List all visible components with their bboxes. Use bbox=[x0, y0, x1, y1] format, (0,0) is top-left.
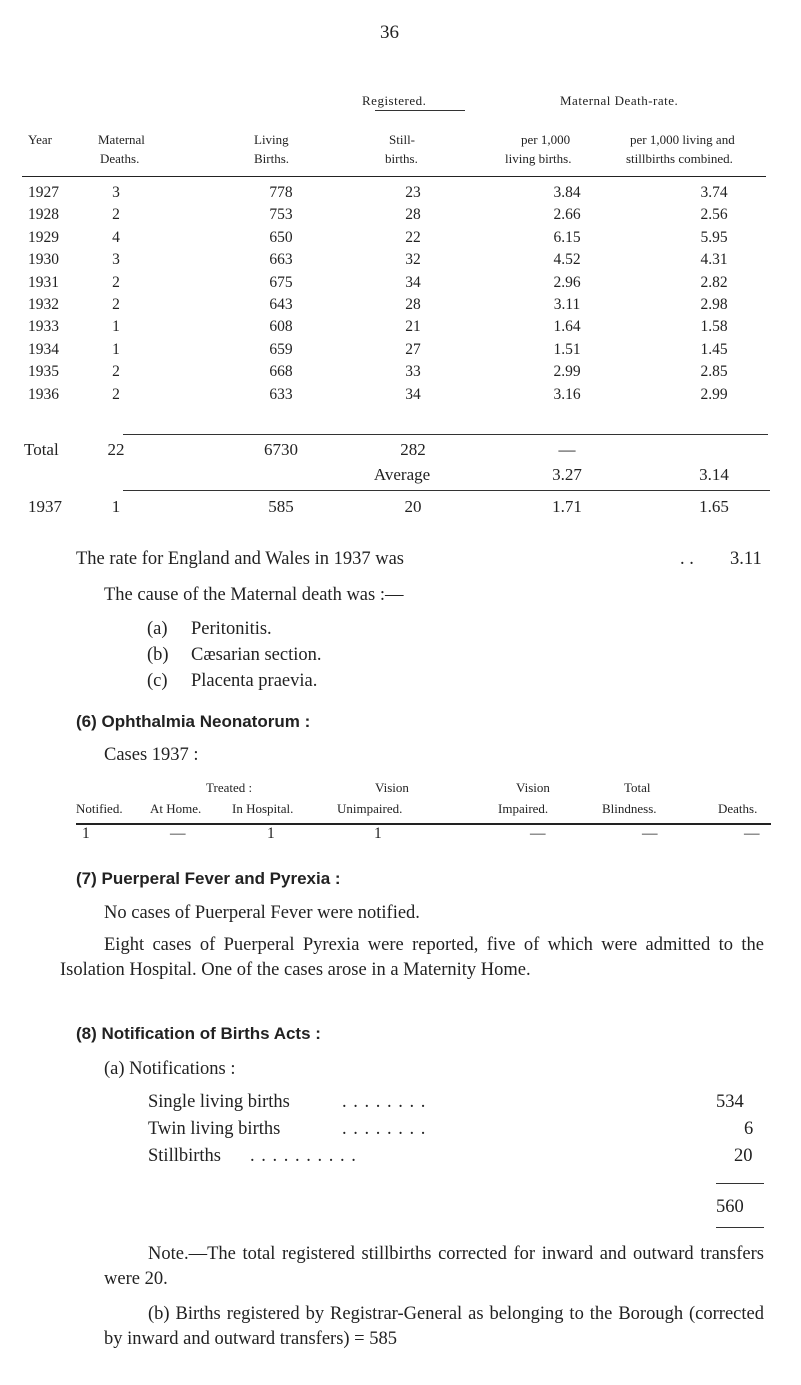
table-cell: 2.85 bbox=[700, 363, 728, 381]
col-header-per1000-combined-2: stillbirths combined. bbox=[626, 151, 733, 166]
table-cell: 675 bbox=[269, 273, 293, 291]
table-cell: 1927 bbox=[28, 184, 59, 201]
section8-heading: (8) Notification of Births Acts : bbox=[76, 1024, 321, 1043]
group-header-death-rate: Maternal Death-rate. bbox=[560, 93, 679, 108]
table-cell: 28 bbox=[405, 206, 421, 224]
table-cell: 659 bbox=[269, 340, 293, 358]
total-births: 6730 bbox=[264, 440, 298, 459]
s6-header-deaths: Deaths. bbox=[718, 801, 758, 816]
section7-paragraph: Eight cases of Puerperal Pyrexia were reported, five of which were admitted to the Isolation Hospital. One of the cases arose in a Maternity Home. bbox=[60, 935, 764, 980]
s6-header-vision-2: Vision bbox=[516, 780, 550, 795]
births-label-single: Single living births bbox=[148, 1092, 290, 1112]
s6-header-in-hospital: In Hospital. bbox=[232, 801, 294, 816]
table-cell: 1932 bbox=[28, 296, 59, 313]
row-1937-cell: 1 bbox=[111, 497, 121, 516]
s6-value-deaths: — bbox=[744, 825, 760, 842]
col-header-stillbirths-2: births. bbox=[385, 151, 418, 166]
cause-text-b: Cæsarian section. bbox=[191, 645, 322, 665]
total-rate: — bbox=[558, 440, 576, 459]
col-header-per1000-combined-1: per 1,000 living and bbox=[630, 132, 735, 147]
s6-value-at-home: — bbox=[170, 825, 186, 842]
table-cell: 650 bbox=[269, 228, 293, 246]
table-cell: 3.16 bbox=[553, 385, 581, 403]
table-cell: 4.31 bbox=[700, 251, 728, 269]
table-cell: 2 bbox=[112, 206, 120, 224]
group-header-registered: Registered. bbox=[362, 93, 427, 108]
table-cell: 2.96 bbox=[553, 273, 581, 291]
total-deaths: 22 bbox=[107, 440, 125, 459]
table-cell: 2.66 bbox=[553, 206, 581, 224]
average-rate-combined: 3.14 bbox=[699, 465, 729, 484]
table-cell: 4.52 bbox=[553, 251, 581, 269]
births-label-twin: Twin living births bbox=[148, 1119, 281, 1139]
cause-text-a: Peritonitis. bbox=[191, 619, 272, 639]
col-header-year: Year bbox=[28, 132, 52, 147]
table-cell: 1.58 bbox=[700, 318, 728, 336]
s6-value-blindness: — bbox=[642, 825, 658, 842]
s6-header-vision-1: Vision bbox=[375, 780, 409, 795]
table-cell: 1933 bbox=[28, 318, 59, 336]
table-cell: 1.51 bbox=[553, 340, 581, 358]
table-cell: 23 bbox=[405, 184, 421, 201]
s6-value-notified: 1 bbox=[82, 825, 90, 842]
table-cell: 32 bbox=[405, 251, 421, 269]
table-cell: 2.98 bbox=[700, 296, 728, 313]
table-cell: 34 bbox=[405, 385, 421, 403]
table-cell: 21 bbox=[405, 318, 421, 336]
table-cell: 2 bbox=[112, 273, 120, 291]
table-cell: 633 bbox=[269, 385, 293, 403]
s6-header-blindness: Blindness. bbox=[602, 801, 657, 816]
s6-header-total: Total bbox=[624, 780, 651, 795]
cause-marker-a: (a) bbox=[147, 619, 168, 639]
table-cell: 3.74 bbox=[700, 184, 728, 201]
s6-value-unimpaired: 1 bbox=[374, 825, 382, 842]
table-cell: 3 bbox=[112, 184, 120, 201]
table-cell: 27 bbox=[405, 340, 421, 358]
row-1937-cell: 1937 bbox=[28, 497, 62, 516]
paragraph-b: (b) Births registered by Registrar-General as belonging to the Borough (corrected by inward and outward transfers) = 585 bbox=[104, 1304, 764, 1349]
col-header-maternal-deaths-2: Deaths. bbox=[100, 151, 140, 166]
row-1937-cell: 1.71 bbox=[552, 497, 582, 516]
col-header-maternal-deaths-1: Maternal bbox=[98, 132, 145, 147]
table-cell: 22 bbox=[405, 228, 421, 246]
section7-line1: No cases of Puerperal Fever were notified. bbox=[104, 903, 420, 923]
births-dots-twin: . . . . . . . . bbox=[342, 1119, 427, 1139]
section6-subheading: Cases 1937 : bbox=[104, 745, 199, 765]
table-cell: 2 bbox=[112, 363, 120, 381]
row-1937-cell: 585 bbox=[268, 497, 294, 516]
table-cell: 34 bbox=[405, 273, 421, 291]
table-cell: 2.82 bbox=[700, 273, 728, 291]
note-paragraph: Note.—The total registered stillbirths corrected for inward and outward transfers were 20. bbox=[104, 1244, 764, 1289]
page-number: 36 bbox=[380, 22, 399, 43]
table-cell: 6.15 bbox=[553, 228, 581, 246]
births-dots-single: . . . . . . . . bbox=[342, 1092, 427, 1112]
col-header-per1000-living-1: per 1,000 bbox=[521, 132, 571, 147]
table-cell: 2 bbox=[112, 385, 120, 403]
table-cell: 608 bbox=[269, 318, 293, 336]
table-cell: 668 bbox=[269, 363, 293, 381]
row-1937-cell: 20 bbox=[404, 497, 422, 516]
births-label-stillbirths: Stillbirths bbox=[148, 1146, 221, 1166]
table-cell: 663 bbox=[269, 251, 293, 269]
cause-intro: The cause of the Maternal death was :— bbox=[104, 585, 404, 605]
col-header-per1000-living-2: living births. bbox=[505, 151, 572, 166]
table-cell: 1934 bbox=[28, 340, 59, 358]
total-label: Total bbox=[24, 440, 59, 459]
total-stillbirths: 282 bbox=[400, 440, 426, 459]
table-cell: 4 bbox=[112, 228, 120, 246]
col-header-living-births-1: Living bbox=[254, 132, 289, 147]
col-header-living-births-2: Births. bbox=[254, 151, 290, 166]
section8-sub-a: (a) Notifications : bbox=[104, 1059, 236, 1079]
table-cell: 1.45 bbox=[700, 340, 728, 358]
table-cell: 1 bbox=[112, 340, 120, 358]
col-header-stillbirths-1: Still- bbox=[389, 132, 416, 147]
table-cell: 1930 bbox=[28, 251, 59, 269]
section7-heading: (7) Puerperal Fever and Pyrexia : bbox=[76, 869, 341, 888]
table-cell: 1928 bbox=[28, 206, 59, 224]
table-cell: 1.64 bbox=[553, 318, 581, 336]
england-rate-value: 3.11 bbox=[730, 549, 762, 569]
s6-value-in-hospital: 1 bbox=[267, 825, 275, 842]
table-cell: 3.84 bbox=[553, 184, 581, 201]
births-value-twin: 6 bbox=[744, 1119, 754, 1139]
s6-header-at-home: At Home. bbox=[150, 801, 202, 816]
table-cell: 778 bbox=[269, 184, 293, 201]
table-cell: 1935 bbox=[28, 363, 59, 381]
table-cell: 2.56 bbox=[700, 206, 728, 224]
table-cell: 33 bbox=[405, 363, 421, 381]
s6-header-unimpaired: Unimpaired. bbox=[337, 801, 403, 816]
births-dots-stillbirths: . . . . . . . . . . bbox=[250, 1146, 357, 1166]
cause-marker-c: (c) bbox=[147, 671, 168, 691]
row-1937-cell: 1.65 bbox=[699, 497, 729, 516]
births-value-stillbirths: 20 bbox=[734, 1146, 753, 1166]
births-value-single: 534 bbox=[716, 1092, 744, 1112]
average-rate-living: 3.27 bbox=[552, 465, 582, 484]
table-cell: 28 bbox=[405, 296, 421, 313]
england-rate-dots: . . bbox=[680, 549, 694, 569]
england-rate-text: The rate for England and Wales in 1937 was bbox=[76, 549, 404, 569]
table-cell: 3.11 bbox=[553, 296, 581, 313]
table-cell: 1 bbox=[112, 318, 120, 336]
table-cell: 5.95 bbox=[700, 228, 728, 246]
table-cell: 643 bbox=[269, 296, 293, 313]
s6-header-impaired: Impaired. bbox=[498, 801, 549, 816]
table-cell: 2.99 bbox=[700, 385, 728, 403]
table-cell: 3 bbox=[112, 251, 120, 269]
table-cell: 1936 bbox=[28, 385, 59, 403]
s6-header-notified: Notified. bbox=[76, 801, 123, 816]
s6-header-treated: Treated : bbox=[206, 780, 253, 795]
table-cell: 753 bbox=[269, 206, 293, 224]
cause-text-c: Placenta praevia. bbox=[191, 671, 318, 691]
table-cell: 1931 bbox=[28, 273, 59, 291]
table-cell: 2 bbox=[112, 296, 120, 313]
cause-marker-b: (b) bbox=[147, 645, 169, 665]
average-label: Average bbox=[373, 465, 431, 484]
s6-value-impaired: — bbox=[530, 825, 546, 842]
table-cell: 1929 bbox=[28, 228, 59, 246]
section6-heading: (6) Ophthalmia Neonatorum : bbox=[76, 712, 311, 731]
table-cell: 2.99 bbox=[553, 363, 581, 381]
births-total: 560 bbox=[716, 1197, 744, 1217]
